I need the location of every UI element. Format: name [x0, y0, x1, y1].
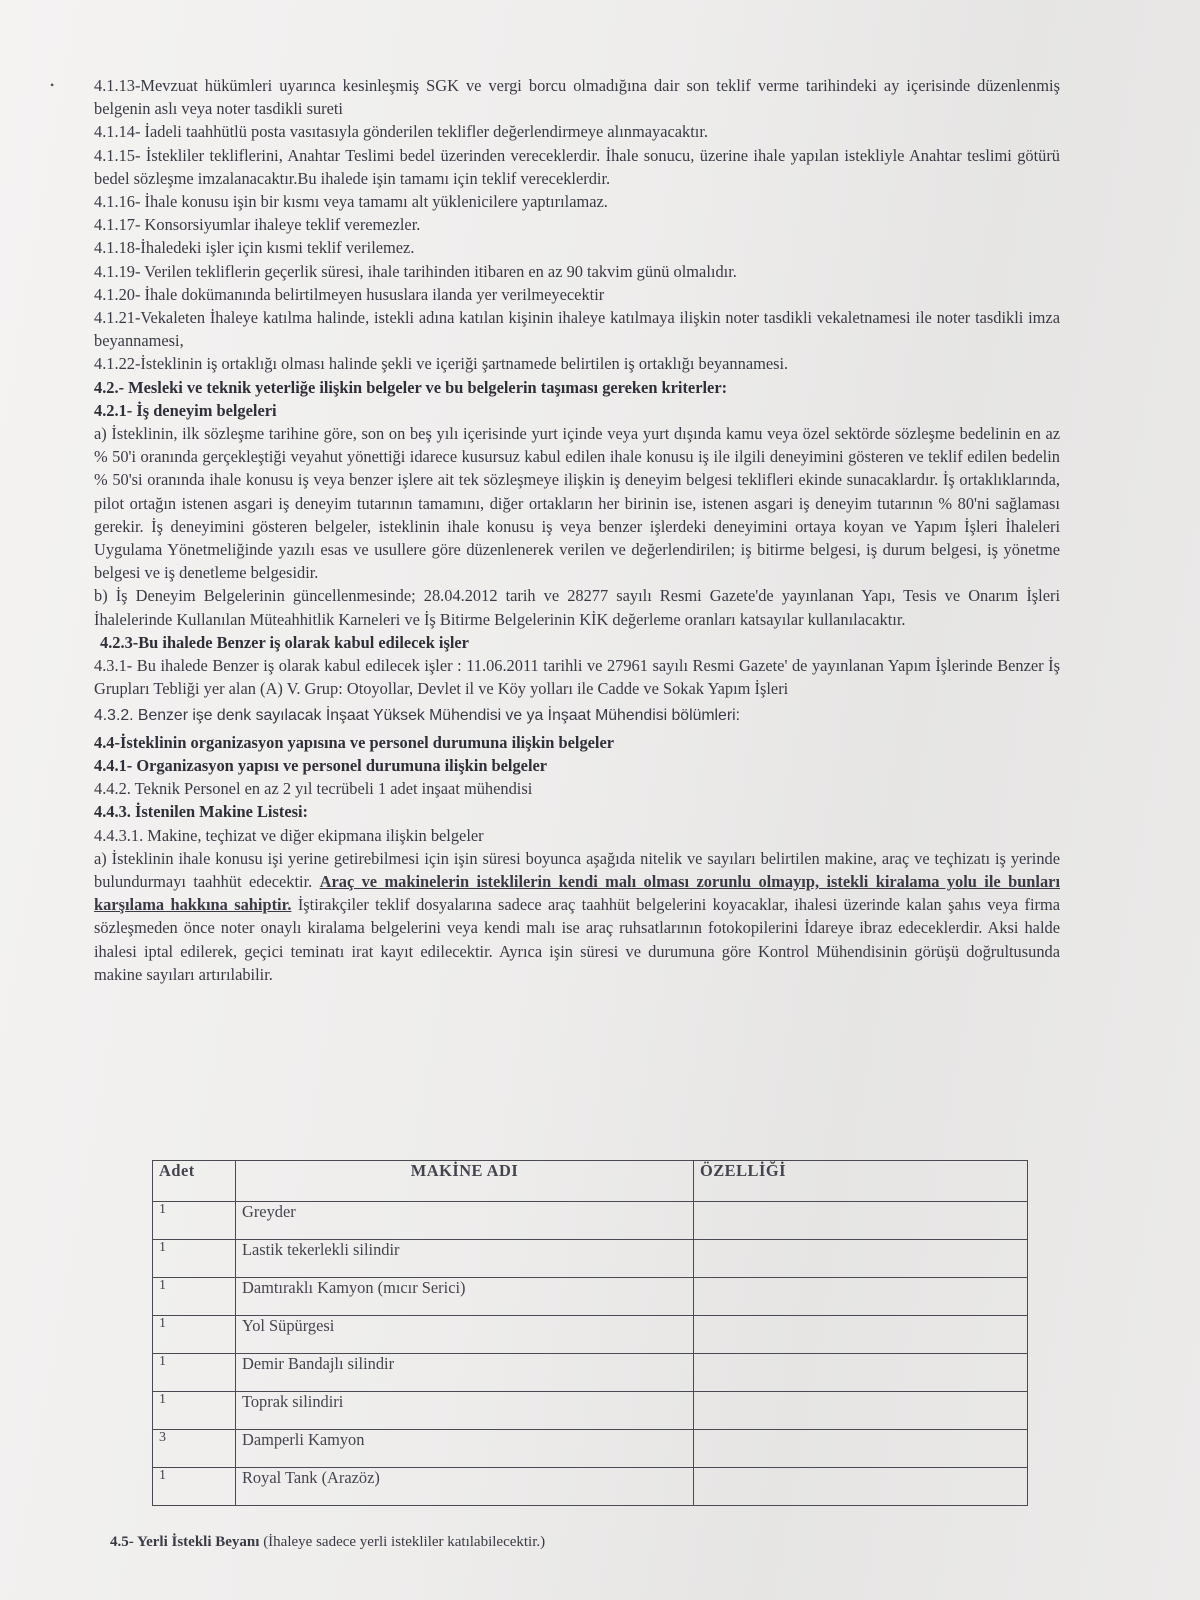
row-machine-name: Damtıraklı Kamyon (mıcır Serici): [236, 1278, 694, 1316]
clause-4-4-3-1-a-end: İştirakçiler teklif dosyalarına sadece araç taahhüt belgelerini koyacaklar, ihalesi üzerinde kalan şahıs veya firma sözleşmeden önce noter onaylı kiralama belgelerini veya kendi malı ise araç ruhsatlarının fotokopilerini İdareye ibraz edeceklerdir. Aksi halde ihalesi iptal edilerek, geçici teminatı irat kayıt edilecektir. Ayrıca işin süresi ve durumuna göre Kontrol Mühendisinin görüşü doğrultusunda makine sayıları artırılabilir.: [94, 895, 1060, 984]
table-header-row: [153, 1161, 1028, 1202]
document-body: [94, 74, 1060, 986]
table-row: [153, 1430, 1028, 1468]
table-row: [153, 1316, 1028, 1354]
row-qty: 1: [153, 1468, 236, 1506]
clause-4-5-note: (İhaleye sadece yerli istekliler katılabilecektir.): [259, 1534, 546, 1550]
clause-4-4-3-1-a-start: a) İsteklinin ihale konusu işi yerine getirebilmesi için işin süresi boyunca aşağıda nitelik ve sayıları belirtilen makine, araç ve teçhizatı iş yerinde bulundurmayı taahhüt edecektir.: [94, 848, 1060, 891]
header-spec: ÖZELLİĞİ: [694, 1161, 1028, 1202]
clause-4-5: [110, 1534, 545, 1551]
clause-4-3-1: 4.3.1- Bu ihalede Benzer iş olarak kabul edilecek işler : 11.06.2011 tarihli ve 27961 sayılı Resmi Gazete' de yayınlanan Yapım İşlerinde Benzer İş Grupları Tebliği yer alan (A) V. Grup: Otoyollar, Devlet il ve Köy yolları ile Cadde ve Sokak Yapım İşleri: [94, 656, 1060, 699]
margin-mark: •: [50, 78, 55, 92]
clause-4-1-16: 4.1.16- İhale konusu işin bir kısmı veya tamamı alt yüklenicilere yaptırılamaz.: [94, 192, 608, 212]
row-spec: [694, 1202, 1028, 1240]
row-spec: [694, 1430, 1028, 1468]
clause-4-4-2: 4.4.2. Teknik Personel en az 2 yıl tecrübeli 1 adet inşaat mühendisi: [94, 779, 533, 799]
clause-4-1-22: 4.1.22-İsteklinin iş ortaklığı olması halinde şekli ve içeriği şartnamede belirtilen iş ortaklığı beyannamesi.: [94, 354, 789, 374]
clause-4-1-15: 4.1.15- İstekliler tekliflerini, Anahtar Teslimi bedel üzerinden vereceklerdir. İhale sonucu, üzerine ihale yapılan istekliyle Anahtar teslimi götürü bedel sözleşme imzalanacaktır.Bu ihalede işin tamamı için teklif vereceklerdir.: [94, 145, 1060, 188]
clause-4-5-title: 4.5- Yerli İstekli Beyanı: [110, 1534, 260, 1550]
machine-list-table: [152, 1160, 1028, 1506]
section-4-4-3-heading: 4.4.3. İstenilen Makine Listesi:: [94, 802, 308, 822]
row-machine-name: Toprak silindiri: [236, 1392, 694, 1430]
header-machine-name: MAKİNE ADI: [236, 1161, 694, 1202]
row-machine-name: Yol Süpürgesi: [236, 1316, 694, 1354]
row-spec: [694, 1316, 1028, 1354]
table-row: [153, 1202, 1028, 1240]
row-qty: 1: [153, 1202, 236, 1240]
row-qty: 1: [153, 1240, 236, 1278]
clause-4-1-13: 4.1.13-Mevzuat hükümleri uyarınca kesinleşmiş SGK ve vergi borcu olmadığına dair son teklif verme tarihindeki ay içerisinde düzenlenmiş belgenin aslı veya noter tasdikli sureti: [94, 76, 1060, 119]
table-row: [153, 1468, 1028, 1506]
row-qty: 1: [153, 1278, 236, 1316]
row-spec: [694, 1468, 1028, 1506]
section-4-4-1-heading: 4.4.1- Organizasyon yapısı ve personel durumuna ilişkin belgeler: [94, 755, 548, 775]
table-row: [153, 1392, 1028, 1430]
clause-4-4-3-1: 4.4.3.1. Makine, teçhizat ve diğer ekipmana ilişkin belgeler: [94, 825, 484, 845]
section-4-2-heading: 4.2.- Mesleki ve teknik yeterliğe ilişkin belgeler ve bu belgelerin taşıması gereken kriterler:: [94, 377, 728, 397]
section-4-2-1-heading: 4.2.1- İş deneyim belgeleri: [94, 400, 277, 420]
clause-4-3-2: 4.3.2. Benzer işe denk sayılacak İnşaat Yüksek Mühendisi ve ya İnşaat Mühendisi bölümleri:: [94, 707, 740, 725]
row-qty: 1: [153, 1392, 236, 1430]
clause-4-2-1-b: b) İş Deneyim Belgelerinin güncellenmesinde; 28.04.2012 tarih ve 28277 sayılı Resmi Gazete'de yayınlanan Yapı, Tesis ve Onarım İşleri İhalelerinde Kullanılan Müteahhitlik Karneleri ve İş Bitirme Belgelerinin KİK değerleme oranları katsayılar kullanılacaktır.: [94, 586, 1060, 629]
section-4-2-3-heading: 4.2.3-Bu ihalede Benzer iş olarak kabul edilecek işler: [100, 632, 469, 652]
clause-4-2-1-a: a) İsteklinin, ilk sözleşme tarihine göre, son on beş yılı içerisinde yurt içinde veya yurt dışında kamu veya özel sektörde sözleşme bedelinin en az % 50'i oranında gerçekleştiği veyahut yönettiği idarece kusursuz kabul edilen ihale konusu iş ile ilgili deneyimini gösteren ve teklif edilen bedelin % 50'si oranında ihale konusu iş veya benzer işlere ait tek sözleşmeye ilişkin iş deneyim belgesi teklifleri ekinde sunacaklardır. İş ortaklıklarında, pilot ortağın istenen asgari iş deneyim tutarının tamamını, diğer ortakların her birinin ise, istenen asgari iş deneyim tutarının % 80'ni sağlaması gerekir. İş deneyimini gösteren belgeler, isteklinin ihale konusu iş veya benzer işlerdeki deneyimini ortaya koyan ve Yapım İşleri İhaleleri Uygulama Yönetmeliğinde yazılı esas ve usullere göre düzenlenerek verilen ve değerlendirilen; iş bitirme belgesi, iş durum belgesi, iş yönetme belgesi ve iş denetleme belgesidir.: [94, 424, 1060, 583]
row-spec: [694, 1392, 1028, 1430]
clause-4-1-14: 4.1.14- İadeli taahhütlü posta vasıtasıyla gönderilen teklifler değerlendirmeye alınmayacaktır.: [94, 122, 708, 142]
row-qty: 3: [153, 1430, 236, 1468]
row-spec: [694, 1240, 1028, 1278]
header-qty: Adet: [153, 1161, 236, 1202]
clause-4-4-3-1-a-underlined: Araç ve makinelerin isteklilerin kendi malı olması zorunlu olmayıp, istekli kiralama yolu ile bunları karşılama hakkına sahiptir.: [94, 871, 1061, 915]
row-spec: [694, 1278, 1028, 1316]
row-qty: 1: [153, 1316, 236, 1354]
clause-4-1-18: 4.1.18-İhaledeki işler için kısmi teklif verilemez.: [94, 238, 415, 258]
section-4-4-heading: 4.4-İsteklinin organizasyon yapısına ve personel durumuna ilişkin belgeler: [94, 732, 615, 752]
row-machine-name: Demir Bandajlı silindir: [236, 1354, 694, 1392]
row-machine-name: Royal Tank (Arazöz): [236, 1468, 694, 1506]
row-machine-name: Lastik tekerlekli silindir: [236, 1240, 694, 1278]
row-machine-name: Damperli Kamyon: [236, 1430, 694, 1468]
table-row: [153, 1240, 1028, 1278]
table-row: [153, 1354, 1028, 1392]
clause-4-1-17: 4.1.17- Konsorsiyumlar ihaleye teklif veremezler.: [94, 215, 421, 235]
row-machine-name: Greyder: [236, 1202, 694, 1240]
clause-4-1-20: 4.1.20- İhale dokümanında belirtilmeyen hususlara ilanda yer verilmeyecektir: [94, 284, 605, 304]
row-spec: [694, 1354, 1028, 1392]
clause-4-1-21: 4.1.21-Vekaleten İhaleye katılma halinde, istekli adına katılan kişinin ihaleye katılmaya ilişkin noter tasdikli vekaletnamesi ile noter tasdikli imza beyannamesi,: [94, 308, 1060, 351]
clause-4-1-19: 4.1.19- Verilen tekliflerin geçerlik süresi, ihale tarihinden itibaren en az 90 takvim günü olmalıdır.: [94, 261, 737, 281]
table-row: [153, 1278, 1028, 1316]
clause-4-4-3-1-a: [94, 847, 1060, 986]
row-qty: 1: [153, 1354, 236, 1392]
